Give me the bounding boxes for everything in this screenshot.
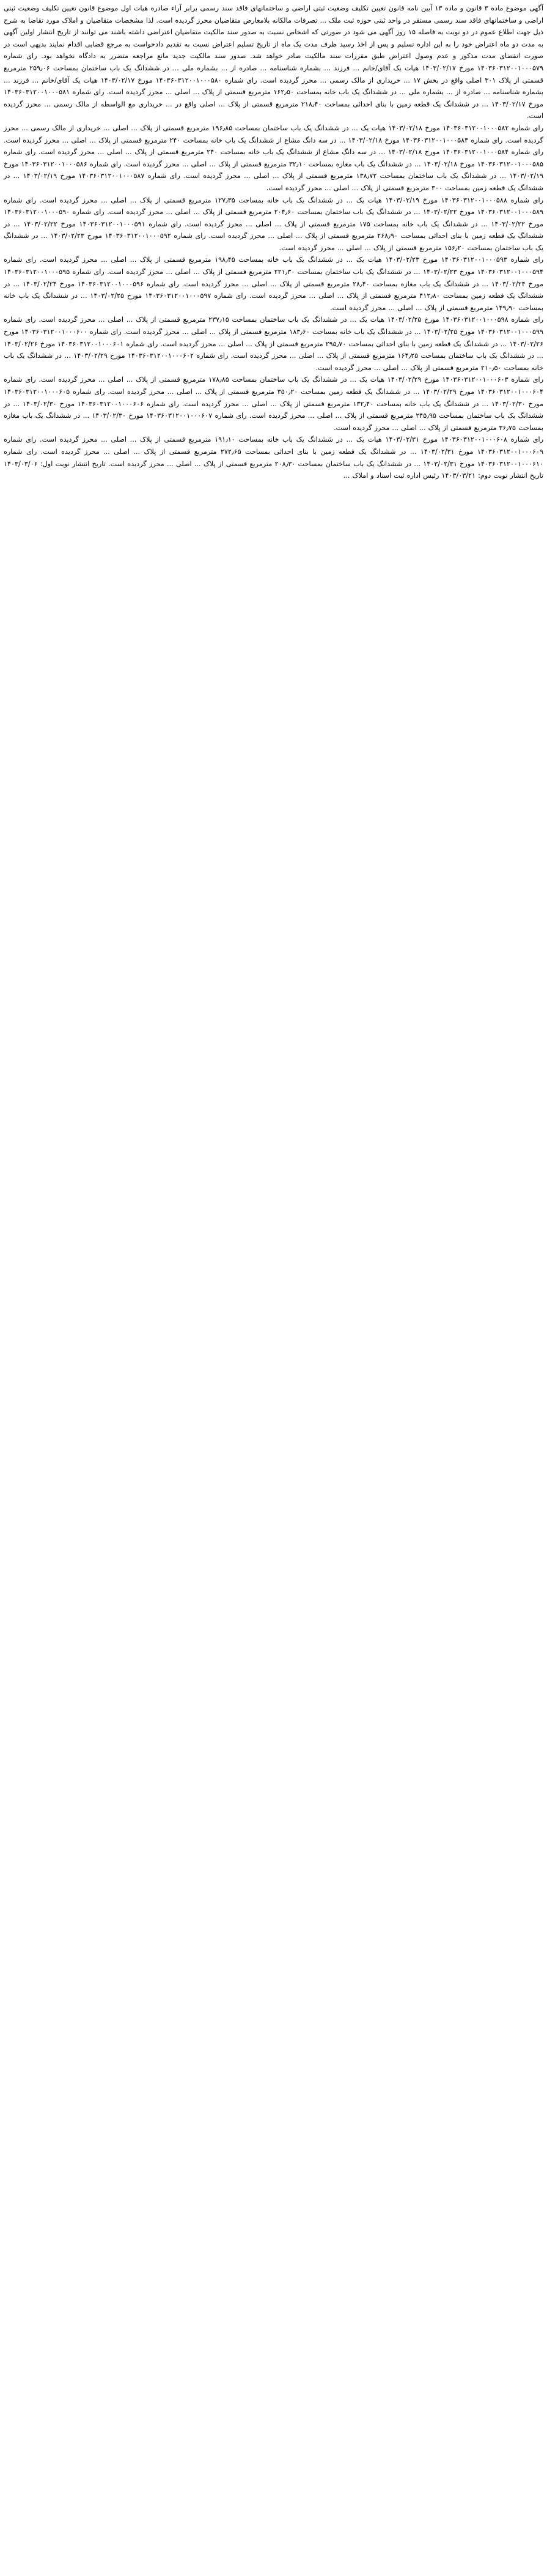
notice-paragraph-5: رای شماره ۱۴۰۳۶۰۳۱۲۰۰۱۰۰۰۵۹۸ مورخ ۱۴۰۳/۰۲/۲۵ هیات یک ... در ششدانگ یک باب ساختمان بمساحت ۲۳۷٫۱۵ مترمربع قسمتی از پلاک ... اصلی ... محرز گردیده است. رای شماره ۱۴۰۳۶۰۳۱۲۰۰۱۰۰۰۵۹۹ مورخ ۱۴۰۳/۰۲/۲۵ ... در ششدانگ یک باب خانه بمساحت ۱۸۳٫۶۰ مترمربع قسمتی از پلاک ... اصلی ... محرز گردیده است. رای شماره ۱۴۰۳۶۰۳۱۲۰۰۱۰۰۰۶۰۰ مورخ ۱۴۰۳/۰۲/۲۶ ... در ششدانگ یک قطعه زمین با بنای احداثی بمساحت ۲۹۵٫۷۰ مترمربع قسمتی از پلاک ... اصلی ... محرز گردیده است. رای شماره ۱۴۰۳۶۰۳۱۲۰۰۱۰۰۰۶۰۱ مورخ ۱۴۰۳/۰۲/۲۶ ... در ششدانگ یک باب ساختمان بمساحت ۱۶۴٫۲۵ مترمربع قسمتی از پلاک ... اصلی ... محرز گردیده است. رای شماره ۱۴۰۳۶۰۳۱۲۰۰۱۰۰۰۶۰۲ مورخ ۱۴۰۳/۰۲/۲۹ ... در ششدانگ یک باب خانه بمساحت ۲۱۰٫۵۰ مترمربع قسمتی از پلاک ... اصلی ... محرز گردیده است. (4, 316, 543, 372)
notice-paragraph-6: رای شماره ۱۴۰۳۶۰۳۱۲۰۰۱۰۰۰۶۰۳ مورخ ۱۴۰۳/۰۲/۲۹ هیات یک ... در ششدانگ یک باب ساختمان بمساحت ۱۷۸٫۸۵ مترمربع قسمتی از پلاک ... اصلی ... محرز گردیده است. رای شماره ۱۴۰۳۶۰۳۱۲۰۰۱۰۰۰۶۰۴ مورخ ۱۴۰۳/۰۲/۲۹ ... در ششدانگ یک قطعه زمین بمساحت ۳۵۰٫۲۰ مترمربع قسمتی از پلاک ... اصلی ... محرز گردیده است. رای شماره ۱۴۰۳۶۰۳۱۲۰۰۱۰۰۰۶۰۵ مورخ ۱۴۰۳/۰۲/۳۰ ... در ششدانگ یک باب خانه بمساحت ۱۳۲٫۴۰ مترمربع قسمتی از پلاک ... اصلی ... محرز گردیده است. رای شماره ۱۴۰۳۶۰۳۱۲۰۰۱۰۰۰۶۰۶ مورخ ۱۴۰۳/۰۲/۳۰ ... در ششدانگ یک باب ساختمان بمساحت ۲۴۵٫۹۵ مترمربع قسمتی از پلاک ... اصلی ... محرز گردیده است. رای شماره ۱۴۰۳۶۰۳۱۲۰۰۱۰۰۰۶۰۷ مورخ ۱۴۰۳/۰۲/۳۰ ... در ششدانگ یک باب مغازه بمساحت ۳۶٫۷۵ مترمربع قسمتی از پلاک ... اصلی ... محرز گردیده است. (4, 376, 544, 432)
notice-paragraph-2: رای شماره ۱۴۰۳۶۰۳۱۲۰۰۱۰۰۰۵۸۲ مورخ ۱۴۰۳/۰۲/۱۸ هیات یک ... در ششدانگ یک باب ساختمان بمساحت ۱۹۶٫۸۵ مترمربع قسمتی از پلاک ... اصلی ... خریداری از مالک رسمی ... محرز گردیده است. رای شماره ۱۴۰۳۶۰۳۱۲۰۰۱۰۰۰۵۸۳ مورخ ۱۴۰۳/۰۲/۱۸ ... در سه دانگ مشاع از ششدانگ یک باب خانه بمساحت ۲۴۰ مترمربع قسمتی از پلاک ... اصلی ... محرز گردیده است. رای شماره ۱۴۰۳۶۰۳۱۲۰۰۱۰۰۰۵۸۴ مورخ ۱۴۰۳/۰۲/۱۸ ... در سه دانگ مشاع از ششدانگ یک باب خانه بمساحت ۲۴۰ مترمربع قسمتی از پلاک ... اصلی ... محرز گردیده است. رای شماره ۱۴۰۳۶۰۳۱۲۰۰۱۰۰۰۵۸۵ مورخ ۱۴۰۳/۰۲/۱۸ ... در ششدانگ یک باب مغازه بمساحت ۳۲٫۱۰ مترمربع قسمتی از پلاک ... اصلی ... محرز گردیده است. رای شماره ۱۴۰۳۶۰۳۱۲۰۰۱۰۰۰۵۸۶ مورخ ۱۴۰۳/۰۲/۱۹ ... در ششدانگ یک باب ساختمان بمساحت ۱۳۸٫۷۲ مترمربع قسمتی از پلاک ... اصلی ... محرز گردیده است. رای شماره ۱۴۰۳۶۰۳۱۲۰۰۱۰۰۰۵۸۷ مورخ ۱۴۰۳/۰۲/۱۹ ... در ششدانگ یک قطعه زمین بمساحت ۳۰۰ مترمربع قسمتی از پلاک ... اصلی ... محرز گردیده است. (4, 124, 544, 192)
notice-paragraph-4: رای شماره ۱۴۰۳۶۰۳۱۲۰۰۱۰۰۰۵۹۳ مورخ ۱۴۰۳/۰۲/۲۳ هیات یک ... در ششدانگ یک باب خانه بمساحت ۱۹۸٫۴۵ مترمربع قسمتی از پلاک ... اصلی ... محرز گردیده است. رای شماره ۱۴۰۳۶۰۳۱۲۰۰۱۰۰۰۵۹۴ مورخ ۱۴۰۳/۰۲/۲۳ ... در ششدانگ یک باب ساختمان بمساحت ۲۲۱٫۳۰ مترمربع قسمتی از پلاک ... اصلی ... محرز گردیده است. رای شماره ۱۴۰۳۶۰۳۱۲۰۰۱۰۰۰۵۹۵ مورخ ۱۴۰۳/۰۲/۲۴ ... در ششدانگ یک باب مغازه بمساحت ۲۸٫۴۰ مترمربع قسمتی از پلاک ... اصلی ... محرز گردیده است. رای شماره ۱۴۰۳۶۰۳۱۲۰۰۱۰۰۰۵۹۶ مورخ ۱۴۰۳/۰۲/۲۴ ... در ششدانگ یک قطعه زمین بمساحت ۴۱۲٫۸۰ مترمربع قسمتی از پلاک ... اصلی ... محرز گردیده است. رای شماره ۱۴۰۳۶۰۳۱۲۰۰۱۰۰۰۵۹۷ مورخ ۱۴۰۳/۰۲/۲۵ ... در ششدانگ یک باب خانه بمساحت ۱۴۹٫۹۰ مترمربع قسمتی از پلاک ... اصلی ... محرز گردیده است. (4, 256, 543, 312)
notice-paragraph-1: آگهی موضوع ماده ۳ قانون و ماده ۱۳ آیین نامه قانون تعیین تکلیف وضعیت ثبتی اراضی و ساختمانهای فاقد سند رسمی برابر آراء صادره هیات اول موضوع قانون تعیین تکلیف وضعیت ثبتی اراضی و ساختمانهای فاقد سند رسمی مستقر در واحد ثبتی حوزه ثبت ملک ... تصرفات مالکانه بلامعارض متقاضیان محرز گردیده است. لذا مشخصات متقاضیان و املاک مورد تقاضا به شرح ذیل جهت اطلاع عموم در دو نوبت به فاصله ۱۵ روز آگهی می شود در صورتی که اشخاص نسبت به صدور سند مالکیت متقاضیان اعتراضی داشته باشند می توانند از تاریخ انتشار اولین آگهی به مدت دو ماه اعتراض خود را به این اداره تسلیم و پس از اخذ رسید ظرف مدت یک ماه از تاریخ تسلیم اعتراض نسبت به تقدیم دادخواست به مرجع قضایی اقدام نمایند بدیهی است در صورت انقضای مدت مذکور و عدم وصول اعتراض طبق مقررات سند مالکیت صادر خواهد شد. صدور سند مالکیت جدید مانع مراجعه متضرر به دادگاه نخواهد بود. رای شماره ۱۴۰۳۶۰۳۱۲۰۰۱۰۰۰۵۷۹ مورخ ۱۴۰۳/۰۲/۱۷ هیات یک آقای/خانم ... فرزند ... بشماره شناسنامه ... صادره از ... بشماره ملی ... در ششدانگ یک باب ساختمان بمساحت ۲۵۹٫۰۶ مترمربع قسمتی از پلاک ۳۰۱ اصلی واقع در بخش ۱۷ ... خریداری از مالک رسمی ... محرز گردیده است. رای شماره ۱۴۰۳۶۰۳۱۲۰۰۱۰۰۰۵۸۰ مورخ ۱۴۰۳/۰۲/۱۷ هیات یک آقای/خانم ... فرزند ... بشماره شناسنامه ... صادره از ... بشماره ملی ... در ششدانگ یک باب خانه بمساحت ۱۶۲٫۵۰ مترمربع قسمتی از پلاک ... اصلی ... محرز گردیده است. رای شماره ۱۴۰۳۶۰۳۱۲۰۰۱۰۰۰۵۸۱ مورخ ۱۴۰۳/۰۲/۱۷ ... در ششدانگ یک قطعه زمین با بنای احداثی بمساحت ۲۱۸٫۴۰ مترمربع قسمتی از پلاک ... اصلی واقع در ... خریداری مع الواسطه از مالک رسمی ... محرز گردیده است. (4, 4, 544, 121)
notice-paragraph-3: رای شماره ۱۴۰۳۶۰۳۱۲۰۰۱۰۰۰۵۸۸ مورخ ۱۴۰۳/۰۲/۱۹ هیات یک ... در ششدانگ یک باب خانه بمساحت ۱۲۷٫۳۵ مترمربع قسمتی از پلاک ... اصلی ... محرز گردیده است. رای شماره ۱۴۰۳۶۰۳۱۲۰۰۱۰۰۰۵۸۹ مورخ ۱۴۰۳/۰۲/۲۲ ... در ششدانگ یک باب ساختمان بمساحت ۲۰۴٫۶۰ مترمربع قسمتی از پلاک ... اصلی ... محرز گردیده است. رای شماره ۱۴۰۳۶۰۳۱۲۰۰۱۰۰۰۵۹۰ مورخ ۱۴۰۳/۰۲/۲۲ ... در ششدانگ یک باب خانه بمساحت ۱۷۵ مترمربع قسمتی از پلاک ... اصلی ... محرز گردیده است. رای شماره ۱۴۰۳۶۰۳۱۲۰۰۱۰۰۰۵۹۱ مورخ ۱۴۰۳/۰۲/۲۲ ... در ششدانگ یک قطعه زمین با بنای احداثی بمساحت ۲۶۸٫۹۰ مترمربع قسمتی از پلاک ... اصلی ... محرز گردیده است. رای شماره ۱۴۰۳۶۰۳۱۲۰۰۱۰۰۰۵۹۲ مورخ ۱۴۰۳/۰۲/۲۳ ... در ششدانگ یک باب ساختمان بمساحت ۱۵۶٫۲۰ مترمربع قسمتی از پلاک ... اصلی ... محرز گردیده است. (4, 196, 544, 252)
notice-paragraph-7: رای شماره ۱۴۰۳۶۰۳۱۲۰۰۱۰۰۰۶۰۸ مورخ ۱۴۰۳/۰۲/۳۱ هیات یک ... در ششدانگ یک باب خانه بمساحت ۱۹۱٫۱۰ مترمربع قسمتی از پلاک ... اصلی ... محرز گردیده است. رای شماره ۱۴۰۳۶۰۳۱۲۰۰۱۰۰۰۶۰۹ مورخ ۱۴۰۳/۰۲/۳۱ ... در ششدانگ یک قطعه زمین با بنای احداثی بمساحت ۲۷۲٫۶۵ مترمربع قسمتی از پلاک ... اصلی ... محرز گردیده است. رای شماره ۱۴۰۳۶۰۳۱۲۰۰۱۰۰۰۶۱۰ مورخ ۱۴۰۳/۰۲/۳۱ ... در ششدانگ یک باب ساختمان بمساحت ۲۰۸٫۳۰ مترمربع قسمتی از پلاک ... اصلی ... محرز گردیده است. تاریخ انتشار نوبت اول: ۱۴۰۳/۰۳/۰۶ تاریخ انتشار نوبت دوم: ۱۴۰۳/۰۳/۲۱ رئیس اداره ثبت اسناد و املاک ... (4, 436, 544, 480)
